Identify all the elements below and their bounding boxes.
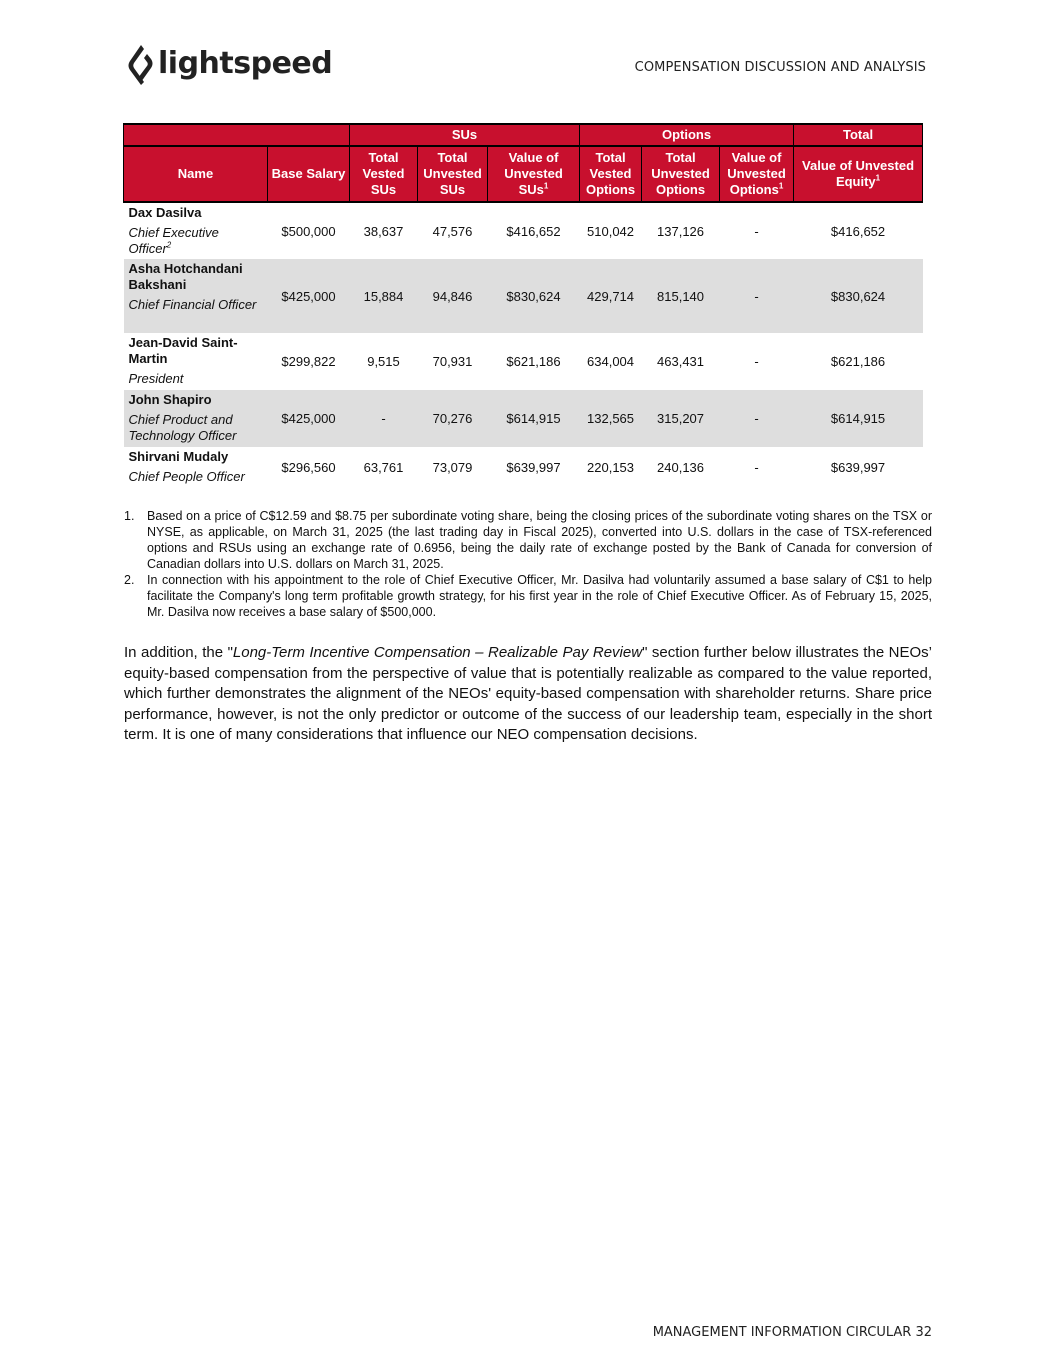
footnotes (124, 508, 932, 620)
unvested-sus-cell: 70,931 (432, 354, 473, 369)
vested-sus-cell: - (350, 390, 418, 447)
unvested-options-cell: 815,140 (642, 259, 720, 333)
group-header-total: Total (794, 124, 923, 146)
footnote-number: 1. (124, 509, 135, 523)
vested-sus-cell: 15,884 (350, 259, 418, 333)
section-reference: Long-Term Incentive Compensation – Realizable Pay Review (232, 644, 643, 661)
value-sus-cell: $614,915 (488, 390, 580, 447)
value-sus-cell: $416,652 (506, 223, 561, 239)
group-header-options: Options (580, 124, 794, 146)
table-row (124, 333, 923, 390)
value-options-cell: - (754, 354, 759, 369)
vested-sus-cell: 38,637 (363, 223, 404, 239)
col-header-name: Name (124, 146, 268, 202)
total-equity-cell: $639,997 (830, 460, 886, 475)
executive-name: Jean-David Saint-Martin (128, 335, 238, 366)
value-options-cell: - (720, 259, 794, 333)
unvested-sus-cell: 73,079 (432, 460, 473, 475)
vested-options-cell: 429,714 (580, 259, 642, 333)
vested-options-cell: 132,565 (580, 390, 642, 447)
col-header-value-unvested-sus: Value of Unvested SUs$^1$ (488, 146, 580, 202)
base-salary-cell: $296,560 (281, 460, 336, 475)
flame-icon (128, 44, 154, 86)
col-header-total-vested-sus: Total Vested SUs (350, 146, 418, 202)
footnote (124, 508, 932, 572)
col-header-total-unvested-sus: Total Unvested SUs (418, 146, 488, 202)
executive-title: President (128, 371, 184, 386)
body-paragraph: In addition, the "Long-Term Incentive Compensation – Realizable Pay Review" section further below illustrates the NEOs’ equity-based compensation from the perspective of value that is potentially realizable as compared to the value reported, which further demonstrates the alignment of the NEOs' equity-based compensation with shareholder returns. Share price performance, however, is not the only predictor or outcome of the success of our leadership team, especially in the short term. It is one of many considerations that influence our NEO compensation decisions. (124, 644, 932, 743)
value-options-cell: - (720, 390, 794, 447)
col-header-total-unvested-options: Total Unvested Options (642, 146, 720, 202)
value-sus-cell: $621,186 (506, 354, 561, 369)
value-options-cell: - (754, 460, 759, 475)
table-row (124, 390, 923, 447)
name-cell (124, 202, 268, 259)
name-cell (124, 390, 268, 447)
vested-options-cell: 510,042 (587, 223, 635, 239)
logo-text: lightspeed (158, 46, 333, 81)
base-salary-cell: $299,822 (281, 354, 336, 369)
unvested-sus-cell: 70,276 (418, 390, 488, 447)
total-equity-cell: $614,915 (794, 390, 923, 447)
value-sus-cell: $830,624 (488, 259, 580, 333)
executive-name: Asha Hotchandani Bakshani (128, 261, 243, 292)
vested-options-cell: 634,004 (587, 354, 635, 369)
col-header-base-salary: Base Salary (268, 146, 350, 202)
col-header-value-unvested-equity: Value of Unvested Equity$^1$ (794, 146, 923, 202)
executive-title: Chief Product and Technology Officer (128, 412, 237, 443)
base-salary-cell: $425,000 (268, 259, 350, 333)
footnote-text: In connection with his appointment to the role of Chief Executive Officer, Mr. Dasilva had voluntarily assumed a base salary of C$1 to help facilitate the Company's long term profitable growth strategy, for his first year in the role of Chief Executive Officer. As of February 15, 2025, Mr. Dasilva now receives a base salary of $500,000. (147, 573, 932, 619)
table-row (124, 447, 923, 488)
footnote-text: Based on a price of C$12.59 and $8.75 per subordinate voting share, being the closing prices of the subordinate voting shares on the TSX or NYSE, as applicable, on March 31, 2025 (the last trading day in Fiscal 2025), converted into U.S. dollars in the case of TSX-referenced options and RSUs using an exchange rate of 0.6956, being the daily rate of exchange posted by the Bank of Canada for conversion of Canadian dollars into U.S. dollars on March 31, 2025. (147, 509, 932, 571)
total-equity-cell: $830,624 (794, 259, 923, 333)
unvested-options-cell: 240,136 (657, 460, 705, 475)
unvested-options-cell: 137,126 (657, 223, 705, 239)
company-logo (128, 44, 332, 86)
vested-sus-cell: 9,515 (367, 354, 400, 369)
unvested-options-cell: 463,431 (657, 354, 705, 369)
base-salary-cell: $425,000 (268, 390, 350, 447)
group-header-sus: SUs (350, 124, 580, 146)
group-header-blank (124, 124, 350, 146)
value-options-cell: - (754, 223, 759, 239)
executive-title: Chief Executive Officer$^2$ (128, 225, 219, 256)
executive-name: John Shapiro (128, 392, 212, 407)
unvested-sus-cell: 94,846 (418, 259, 488, 333)
footnote-number: 2. (124, 573, 135, 587)
value-sus-cell: $639,997 (506, 460, 561, 475)
section-title: COMPENSATION DISCUSSION AND ANALYSIS (634, 60, 926, 75)
total-equity-cell: $416,652 (830, 223, 886, 239)
unvested-options-cell: 315,207 (642, 390, 720, 447)
col-header-value-unvested-options: Value of Unvested Options$^1$ (720, 146, 794, 202)
table-row (124, 259, 923, 333)
base-salary-cell: $500,000 (281, 223, 336, 239)
vested-options-cell: 220,153 (587, 460, 635, 475)
table-row (124, 202, 923, 259)
executive-name: Shirvani Mudaly (128, 449, 229, 464)
footnote (124, 572, 932, 620)
name-cell (124, 259, 268, 333)
executive-name: Dax Dasilva (128, 205, 202, 220)
unvested-sus-cell: 47,576 (432, 223, 473, 239)
name-cell (124, 333, 268, 390)
total-equity-cell: $621,186 (830, 354, 886, 369)
unvested-equity-table (123, 123, 923, 488)
page-footer: MANAGEMENT INFORMATION CIRCULAR 32 (652, 1325, 932, 1340)
name-cell (124, 447, 268, 488)
col-header-total-vested-options: Total Vested Options (580, 146, 642, 202)
executive-title: Chief Financial Officer (128, 297, 257, 312)
vested-sus-cell: 63,761 (363, 460, 404, 475)
executive-title: Chief People Officer (128, 469, 245, 484)
